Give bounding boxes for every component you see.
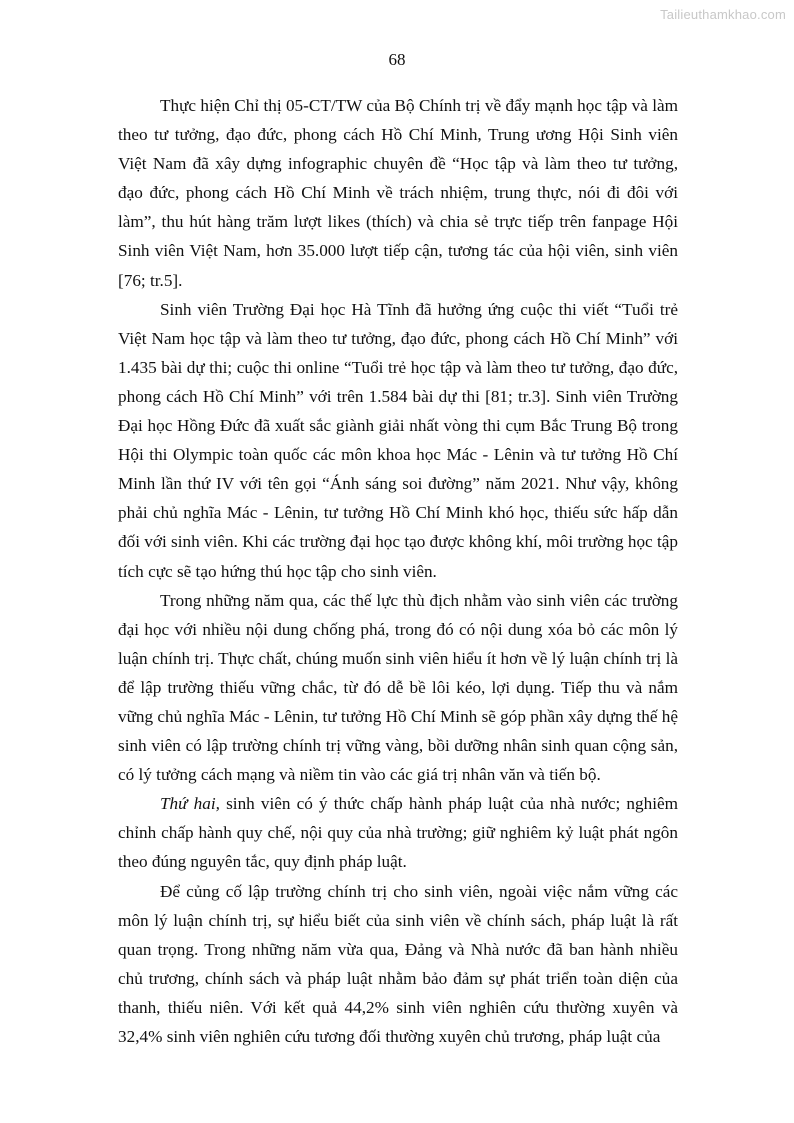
paragraph-3: Trong những năm qua, các thế lực thù địch nhằm vào sinh viên các trường đại học với nhiều nội dung chống phá, trong đó có nội dung xóa bỏ các môn lý luận chính trị. Thực chất, chúng muốn sinh viên hiểu ít hơn về lý luận chính trị là để lập trường thiếu vững chắc, từ đó dễ bề lôi kéo, lợi dụng. Tiếp thu và nắm vững chủ nghĩa Mác - Lênin, tư tưởng Hồ Chí Minh sẽ góp phần xây dựng thế hệ sinh viên có lập trường chính trị vững vàng, bồi dưỡng nhân sinh quan cộng sản, có lý tưởng cách mạng và niềm tin vào các giá trị nhân văn và tiến bộ. [118,590,678,785]
paragraph-2: Sinh viên Trường Đại học Hà Tĩnh đã hưởng ứng cuộc thi viết “Tuổi trẻ Việt Nam học tập và làm theo tư tưởng, đạo đức, phong cách Hồ Chí Minh” với 1.435 bài dự thi; cuộc thi online “Tuổi trẻ học tập và làm theo tư tưởng, đạo đức, phong cách Hồ Chí Minh” với trên 1.584 bài dự thi [81; tr.3]. Sinh viên Trường Đại học Hồng Đức đã xuất sắc giành giải nhất vòng thi cụm Bắc Trung Bộ trong Hội thi Olympic toàn quốc các môn khoa học Mác - Lênin và tư tưởng Hồ Chí Minh lần thứ IV với tên gọi “Ánh sáng soi đường” năm 2021. Như vậy, không phải chủ nghĩa Mác - Lênin, tư tưởng Hồ Chí Minh khó học, thiếu sức hấp dẫn đối với sinh viên. Khi các trường đại học tạo được không khí, môi trường học tập tích cực sẽ tạo hứng thú học tập cho sinh viên. [118,299,678,581]
paragraph-5: Để củng cố lập trường chính trị cho sinh viên, ngoài việc nắm vững các môn lý luận chính trị, sự hiểu biết của sinh viên về chính sách, pháp luật là rất quan trọng. Trong những năm vừa qua, Đảng và Nhà nước đã ban hành nhiều chủ trương, chính sách và pháp luật nhằm bảo đảm sự phát triển toàn diện của thanh, thiếu niên. Với kết quả 44,2% sinh viên nghiên cứu thường xuyên và 32,4% sinh viên nghiên cứu tương đối thường xuyên chủ trương, pháp luật của [118,881,678,1046]
paragraph-4-lead: Thứ hai, [160,794,220,814]
watermark-text: Tailieuthamkhao.com [660,7,786,22]
paragraph-4-text: sinh viên có ý thức chấp hành pháp luật của nhà nước; nghiêm chỉnh chấp hành quy chế, nội quy của nhà trường; giữ nghiêm kỷ luật phát ngôn theo đúng nguyên tắc, quy định pháp luật. [118,794,678,872]
paragraph-4 [118,789,678,876]
page-number: 68 [388,50,406,69]
paragraph-1: Thực hiện Chỉ thị 05-CT/TW của Bộ Chính trị về đẩy mạnh học tập và làm theo tư tưởng, đạo đức, phong cách Hồ Chí Minh, Trung ương Hội Sinh viên Việt Nam đã xây dựng infographic chuyên đề “Học tập và làm theo tư tưởng, đạo đức, phong cách Hồ Chí Minh về trách nhiệm, trung thực, nói đi đôi với làm”, thu hút hàng trăm lượt likes (thích) và chia sẻ trực tiếp trên fanpage Hội Sinh viên Việt Nam, hơn 35.000 lượt tiếp cận, tương tác của hội viên, sinh viên [76; tr.5]. [118,96,678,290]
document-body [118,91,678,1051]
